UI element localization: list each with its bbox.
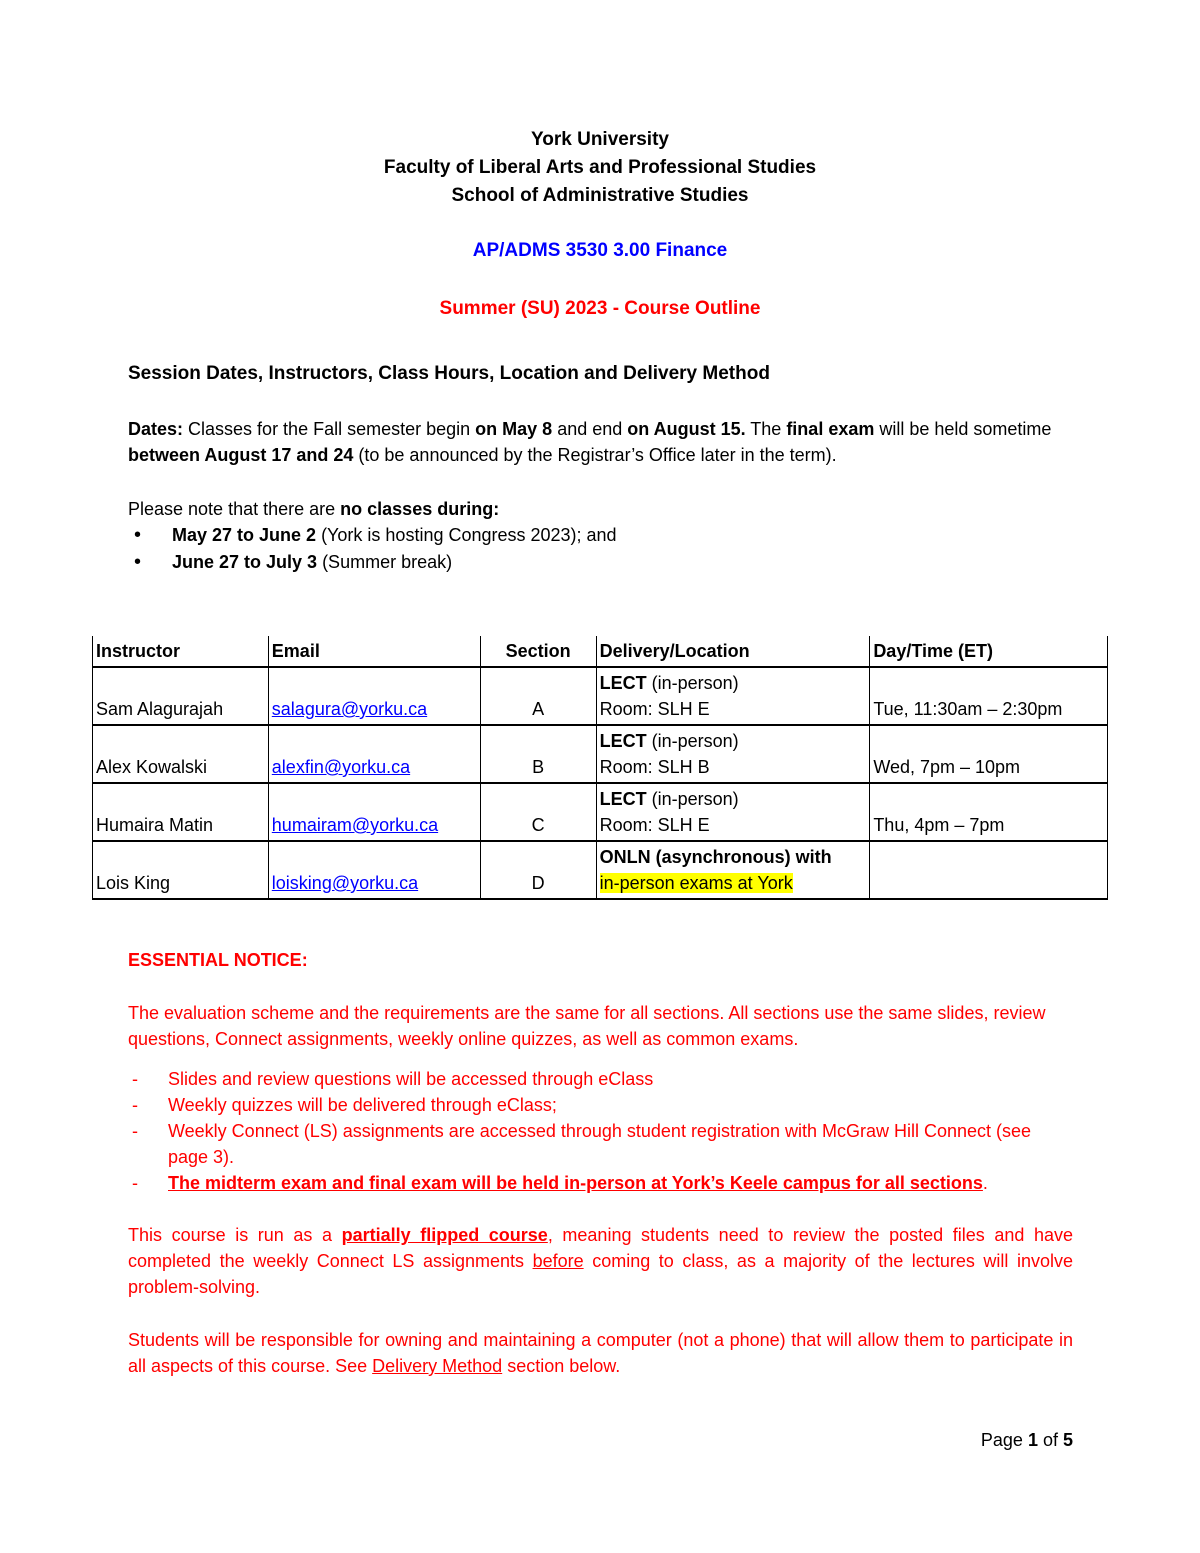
break-dates: June 27 to July 3 [172,552,318,572]
dates-text-4: will be held sometime [874,419,1052,439]
delivery-method-link[interactable]: Delivery Method [372,1356,503,1376]
final-exam-label: final exam [786,419,875,439]
school-name: School of Administrative Studies [451,185,749,206]
instructor-name: Lois King [93,841,269,899]
computer-text-1: Students will be responsible for owning and maintaining a computer (not a phone) that will allow them to participate in all aspects of this course. See [128,1330,1073,1376]
delivery-mode: LECT [599,731,647,751]
room: Room: SLH E [599,699,710,719]
dates-text-1: Classes for the Fall semester begin [183,419,476,439]
instructor-name: Humaira Matin [93,783,269,841]
instructor-email [268,667,480,725]
day-time [870,841,1108,899]
list-item: - Weekly Connect (LS) assignments are accessed through student registration with McGraw Hill Connect (see page 3). [128,1118,1073,1170]
header-daytime: Day/Time (ET) [870,636,1108,667]
list-item [128,1170,1073,1196]
exam-window: between August 17 and 24 [128,445,354,465]
flipped-text-1: This course is run as a [128,1225,342,1245]
section-code: B [480,725,596,783]
notice-list [128,1066,1073,1196]
notice-title: ESSENTIAL NOTICE: [128,950,308,970]
flipped-text-3: coming to class, as a majority of the lectures will involve problem-solving. [128,1251,1073,1297]
start-date: on May 8 [475,419,553,439]
list-item: - Weekly quizzes will be delivered through eClass; [128,1092,1073,1118]
university-name: York University [531,129,669,150]
email-link[interactable]: alexfin@yorku.ca [271,757,411,777]
faculty-name: Faculty of Liberal Arts and Professional Studies [383,157,817,178]
header-delivery: Delivery/Location [596,636,870,667]
header-section: Section [480,636,596,667]
dates-text-3: The [745,419,787,439]
period: . [982,1173,988,1193]
header-email: Email [268,636,480,667]
page-footer [981,1430,1073,1451]
end-date: on August 15. [627,419,746,439]
document-header [0,126,1200,210]
delivery-cell [596,667,870,725]
page-label: Page [980,1430,1028,1450]
list-item [128,549,617,576]
table-row [93,667,1108,725]
section-code: A [480,667,596,725]
section-code: D [480,841,596,899]
page-number: 1 [1027,1430,1038,1450]
dates-paragraph [128,416,1073,468]
delivery-cell [596,783,870,841]
instructor-email [268,841,480,899]
exam-location-notice: The midterm exam and final exam will be held in-person at York’s Keele campus for all sections [168,1173,983,1193]
flipped-course-term: partially flipped course [341,1225,548,1245]
room: Room: SLH B [599,757,710,777]
section-heading: Session Dates, Instructors, Class Hours, Location and Delivery Method [128,363,770,384]
instructor-email [268,725,480,783]
delivery-detail: (in-person) [646,673,739,693]
dates-text-5: (to be announced by the Registrar’s Office later in the term). [353,445,837,465]
no-classes-text: Please note that there are [128,499,341,519]
break-reason: (York is hosting Congress 2023); and [316,525,617,545]
dates-label: Dates: [128,419,184,439]
day-time: Wed, 7pm – 10pm [870,725,1108,783]
highlighted-note: in-person exams at York [599,873,793,893]
instructor-name: Alex Kowalski [93,725,269,783]
header-instructor: Instructor [93,636,269,667]
instructor-table [92,636,1108,900]
page-total: 5 [1062,1430,1073,1450]
room: Room: SLH E [599,815,710,835]
email-link[interactable]: loisking@yorku.ca [271,873,419,893]
break-dates: May 27 to June 2 [172,525,317,545]
page-of: of [1037,1430,1063,1450]
flipped-text-2: , meaning students need to review the posted files and have completed the weekly Connect LS assignments [128,1225,1073,1271]
delivery-cell [596,841,870,899]
notice-body: The evaluation scheme and the requirements are the same for all sections. All sections use the same slides, review questions, Connect assignments, weekly online quizzes, as well as common exams. [128,1003,1046,1049]
flipped-course-paragraph [128,1222,1073,1300]
instructor-email [268,783,480,841]
term-title: Summer (SU) 2023 - Course Outline [439,298,761,319]
table-row [93,841,1108,899]
computer-requirement-paragraph [128,1327,1073,1379]
day-time: Tue, 11:30am – 2:30pm [870,667,1108,725]
instructor-name: Sam Alagurajah [93,667,269,725]
section-code: C [480,783,596,841]
day-time: Thu, 4pm – 7pm [870,783,1108,841]
no-classes-bold: no classes during: [340,499,500,519]
break-reason: (Summer break) [317,552,453,572]
no-classes-list [128,522,617,576]
delivery-mode: ONLN (asynchronous) with [599,847,832,867]
delivery-cell [596,725,870,783]
email-link[interactable]: salagura@yorku.ca [271,699,428,719]
list-item [128,522,617,549]
computer-text-2: section below. [502,1356,621,1376]
table-row [93,783,1108,841]
dates-text-2: and end [552,419,628,439]
table-row [93,725,1108,783]
table-header-row [93,636,1108,667]
email-link[interactable]: humairam@yorku.ca [271,815,439,835]
delivery-detail: (in-person) [646,731,739,751]
no-classes-intro [128,496,1073,522]
course-title: AP/ADMS 3530 3.00 Finance [472,240,728,261]
delivery-mode: LECT [599,673,647,693]
delivery-detail: (in-person) [646,789,739,809]
before-emphasis: before [532,1251,584,1271]
list-item: - Slides and review questions will be accessed through eClass [128,1066,1073,1092]
delivery-mode: LECT [599,789,647,809]
